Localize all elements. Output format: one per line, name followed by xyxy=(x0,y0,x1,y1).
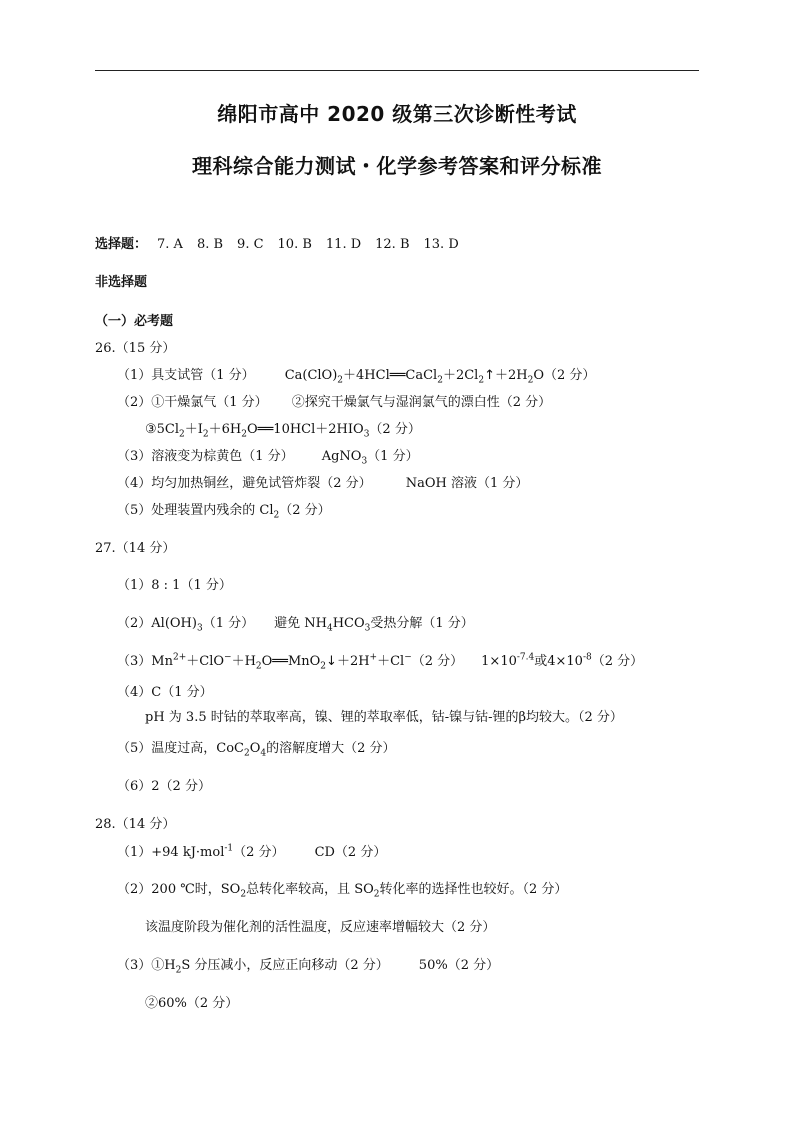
q26-line3 xyxy=(145,422,421,438)
q28-line4: $(3)①H_2S$ 分压减小，反应正向移动（2 分） 50%（2 分） xyxy=(117,958,500,976)
top-rule xyxy=(95,70,699,71)
q27-2-reason: 避免 NH xyxy=(274,616,327,631)
q28-3-answer-tail: S 分压减小，反应正向移动（2 分） xyxy=(181,958,389,973)
q28-2-answer-mid: 总转化率较高，且 SO xyxy=(246,882,374,897)
q26-2-equation: $③5Cl_2+I_2+6H_2O══10HCl+2HIO_3$ xyxy=(145,422,370,440)
q26-4-answer: （4）均匀加热铜丝，避免试管炸裂（2 分） xyxy=(117,476,372,491)
q26-3-reagent: AgNO$_3$ xyxy=(321,449,368,467)
choice-label: 选择题： xyxy=(95,237,148,252)
q27-3-value1: $1\times 10^{-7.4}$ xyxy=(481,652,535,669)
q27-line4b: pH 为 3.5 时钴的萃取率高，镍、锂的萃取率低，钴-镍与钴-锂的β均较大。（2 分） xyxy=(145,710,623,725)
q26-3-score: （1 分） xyxy=(367,449,419,464)
q26-line1 xyxy=(117,368,595,384)
q27-3-or: 或 xyxy=(534,654,548,669)
q28-line1: （1）+94 kJ·mol$^{-1}$（2 分） CD（2 分） xyxy=(117,843,387,860)
q26-2-answer1: （2）①干燥氯气（1 分） xyxy=(117,395,268,410)
q27-line2: $(2)Al(OH)_3(1$ 分） 避免 $NH_4HCO_3$受热分解（1 分） xyxy=(117,616,474,634)
q28-line2: （2）200 ℃时，$SO_2$总转化率较高，且 $SO_2$转化率的选择性也较好。（2 分） xyxy=(117,882,568,900)
doc-subtitle: 理科综合能力测试・化学参考答案和评分标准 xyxy=(192,154,602,178)
q26-2-answer2: ②探究干燥氯气与湿润氯气的漂白性（2 分） xyxy=(291,395,552,410)
q28-3-answer: （3）①H xyxy=(117,958,176,973)
q27-5-answer: （5）温度过高，CoC xyxy=(117,741,244,756)
q28-1-answer: （1）+94 kJ·mol xyxy=(117,845,225,860)
q26-line4 xyxy=(117,449,419,465)
q28-head: 28.（14 分） xyxy=(95,817,176,832)
q27-2-score: （1 分） xyxy=(202,616,255,631)
q26-1-score: （2 分） xyxy=(543,368,596,383)
q26-2-score: （2 分） xyxy=(369,422,421,437)
q28-line5: ②60%（2 分） xyxy=(145,996,239,1011)
answer-11: 11. D xyxy=(325,237,362,252)
answer-13: 13. D xyxy=(423,237,459,252)
required-heading: （一）必考题 xyxy=(95,314,174,329)
q26-line2 xyxy=(117,395,551,411)
answer-12: 12. B xyxy=(375,237,410,252)
q27-2-answer: （2）Al(OH) xyxy=(117,616,197,631)
q26-5-answer: （5）处理装置内残余的 Cl xyxy=(117,503,274,518)
answer-7: 7. A xyxy=(157,237,183,252)
answer-9: 9. C xyxy=(237,237,264,252)
answer-8: 8. B xyxy=(196,237,224,252)
q27-3-score2: （2 分） xyxy=(591,654,644,669)
q27-3-equation: $Mn^{2+}+ClO^-+H_2O══MnO_2↓+2H^++Cl^-$ xyxy=(151,652,412,672)
q26-1-answer: （1）具支试管（1 分） xyxy=(117,368,255,383)
q27-line6: （6）2（2 分） xyxy=(117,779,211,794)
q27-line3 xyxy=(117,654,643,670)
q27-line5: （5）温度过高，$CoC_2O_4$的溶解度增大（2 分） xyxy=(117,741,396,759)
q26-5-score: （2 分） xyxy=(279,503,331,518)
q26-3-answer: （3）溶液变为棕黄色（1 分） xyxy=(117,449,294,464)
q27-3-prefix: （3） xyxy=(117,654,152,669)
q27-5-answer-tail: 的溶解度增大（2 分） xyxy=(266,741,396,756)
q28-line3: 该温度阶段为催化剂的活性温度，反应速率增幅较大（2 分） xyxy=(145,920,496,935)
q27-line1: （1）8 : 1（1 分） xyxy=(117,578,232,593)
q27-head: 27.（14 分） xyxy=(95,541,176,556)
q27-line4: （4）C（1 分） xyxy=(117,685,213,700)
non-choice-heading: 非选择题 xyxy=(95,275,148,290)
q27-3-score: （2 分） xyxy=(411,654,464,669)
q28-1-answer2: CD（2 分） xyxy=(314,845,387,860)
doc-title: 绵阳市高中 2020 级第三次诊断性考试 xyxy=(217,102,577,126)
q27-3-value2: $4\times 10^{-8}$ xyxy=(547,652,592,669)
q26-line5 xyxy=(117,476,528,492)
q26-4-answer2: NaOH 溶液（1 分） xyxy=(405,476,529,491)
q28-3-answer2: 50%（2 分） xyxy=(418,958,500,973)
choice-answers xyxy=(95,237,459,253)
q28-2-answer: （2）200 ℃时，SO xyxy=(117,882,241,897)
q28-2-answer-tail: 转化率的选择性也较好。（2 分） xyxy=(379,882,568,897)
answer-10: 10. B xyxy=(277,237,312,252)
q28-1-score: （2 分） xyxy=(233,845,285,860)
q26-head: 26.（15 分） xyxy=(95,341,176,356)
q26-1-equation: $Ca(ClO)_2+4HCl══CaCl_2+2Cl_2↑+2H_2O$ xyxy=(284,368,544,386)
q27-2-reason-tail: 受热分解（1 分） xyxy=(370,616,474,631)
q26-line6: （5）处理装置内残余的 $Cl_2(2$ 分） xyxy=(117,503,331,521)
